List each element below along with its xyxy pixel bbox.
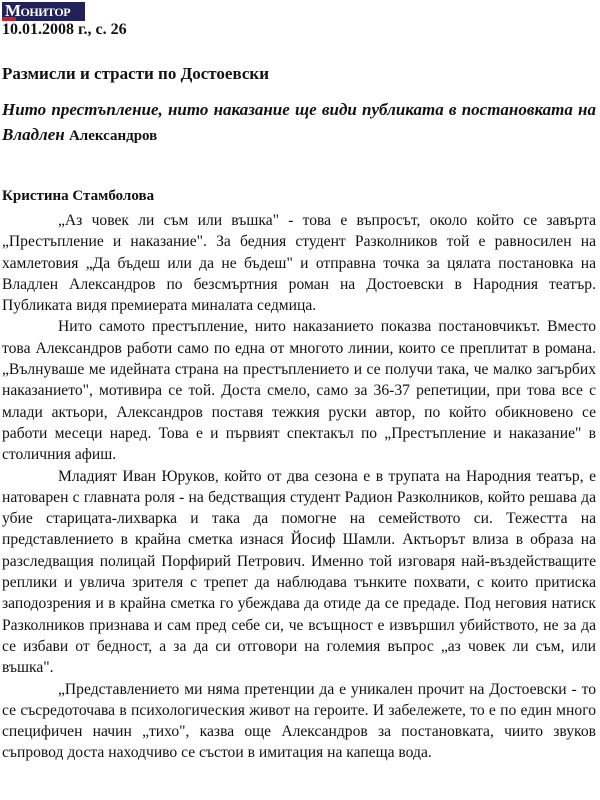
publication-date: 10.01.2008 г., с. 26	[2, 21, 127, 38]
subtitle-italic-part: Нито престъпление, нито наказание ще види публиката в постановката на Владлен	[2, 100, 596, 144]
article-body	[2, 210, 596, 764]
paragraph: „Представлението ми няма претенции да е уникален прочит на Достоевски - то се съсредоточава в психологическия живот на героите. И забележете, то е по един много специфичен начин „тихо", казва още Александров за постановката, чиито звуков съпровод доста находчиво се състои в имитация на капеща вода.	[2, 680, 596, 762]
article-subtitle	[2, 97, 596, 149]
logo-text: Монитор	[5, 2, 71, 20]
article-title: Размисли и страсти по Достоевски	[2, 64, 270, 83]
subtitle-plain-part: Александров	[68, 128, 158, 144]
article-author: Кристина Стамболова	[2, 188, 155, 204]
publication-logo	[2, 2, 85, 21]
paragraph: „Аз човек ли съм или въшка" - това е въпросът, около който се завърта „Престъпление и наказание". За бедния студент Разколников той е равносилен на хамлетовия „Да бъдеш или да не бъдеш" и отправна точка за цялата постановка на Владлен Александров по безсмъртния роман на Достоевски в Народния театър. Публиката видя премиерата миналата седмица.	[2, 212, 596, 315]
paragraph: Младият Иван Юруков, който от два сезона е в трупата на Народния театър, е натоварен с главната роля - на бедстващия студент Радион Разколников, който решава да убие старицата-лихварка и така да помогне на семейството си. Тежестта на представлението в крайна сметка изнася Йосиф Шамли. Актьорът влиза в образа на разследващия полицай Порфирий Петрович. Именно той изговаря най-въздействащите реплики и увлича зрителя с трепет да наблюдава тънките похвати, с които притиска заподозрения и в крайна сметка го убеждава да отиде да се предаде. Под неговия натиск Разколников признава и сам пред себе си, че всъщност е извършил убийството, не за да се избави от бедност, а за да си отговори на големия въпрос „аз човек ли съм, или въшка".	[2, 467, 596, 677]
paragraph: Нито самото престъпление, нито наказанието показва постановчикът. Вместо това Александров работи само по една от многото линии, които се преплитат в романа. „Вълнуваше ме идейната страна на престъплението и се получи така, че малко загърбих наказанието", мотивира се той. Доста смело, само за 36-37 репетиции, при това все с млади актьори, Александров поставя тежкия руски автор, по който обикновено се работи месеци наред. Това е и първият спектакъл по „Престъпление и наказание" в столичния афиш.	[2, 318, 596, 464]
